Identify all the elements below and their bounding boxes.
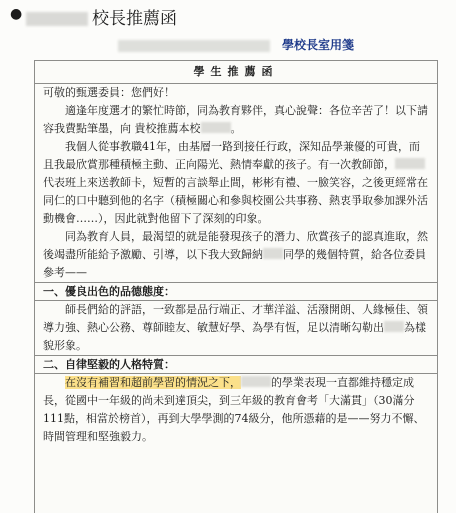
heading-text: 校長推薦函	[92, 9, 177, 29]
bullet-icon: ●	[10, 6, 23, 22]
paragraph-intro: 適逢年度選才的繁忙時節，同為教育夥伴，真心說聲：各位辛苦了！以下請容我費點筆墨，向 貴校推薦本校 。	[43, 104, 428, 135]
section-heading-discipline: 二、自律堅毅的人格特質：	[35, 355, 437, 374]
redacted-letterhead	[118, 40, 270, 52]
section-discipline-text: 在沒有補習和超前學習的情況之下， 的學業表現一直都維持穩定成長，從國中一年級的尚未到達頂尖，到三年級的教育會考「大滿貫」（30滿分111點，相當於榜首），再到大學學測的74級分，他所憑藉的是——努力不懈、時間管理和堅強毅力。	[43, 376, 425, 443]
paragraph-purpose: 同為教育人員，最渴望的就是能發現孩子的潛力、欣賞孩子的認真進取，然後竭盡所能給予激勵、引導，以下我大致歸納 同學的幾個特質，給各位委員參考——	[43, 230, 428, 279]
redacted-name	[201, 122, 231, 133]
redacted-school-name	[26, 12, 88, 26]
section-heading-character: 一、優良出色的品德態度：	[35, 282, 437, 301]
greeting: 可敬的甄選委員：您們好！	[43, 86, 175, 99]
office-label: 學校長室用箋	[282, 38, 355, 52]
paragraph-background: 我個人從事教職41年，由基層一路到接任行政，深知品學兼優的可貴，而且我最欣賞那種積極主動、正向陽光、熱情奉獻的孩子。有一次教師節，代表班上來送教師卡，短暫的言談舉止間，彬彬有禮、一臉笑容，之後更經常在同仁的口中聽到他的名字（積極關心和參與校園公共事務、熱衷爭取參加課外活動機會……），因此就對他留下了深刻的印象。	[43, 140, 428, 225]
letter-body	[35, 84, 437, 282]
redacted-name	[263, 248, 283, 259]
recommendation-letter	[34, 60, 438, 513]
highlighted-phrase: 在沒有補習和超前學習的情況之下，	[65, 376, 241, 389]
redacted-name	[384, 321, 404, 332]
redacted-name	[241, 376, 271, 387]
redacted-name	[395, 158, 425, 169]
section-character-text: 師長們給的評語，一致都是品行端正、才華洋溢、活潑開朗、人緣極佳、領導力強、熱心公務、尊師睦友、敏慧好學、為學有恆，足以清晰勾勒出 為樣貌形象。	[43, 303, 428, 352]
document-title: 學生推薦函	[35, 61, 437, 84]
page-heading	[26, 4, 177, 29]
